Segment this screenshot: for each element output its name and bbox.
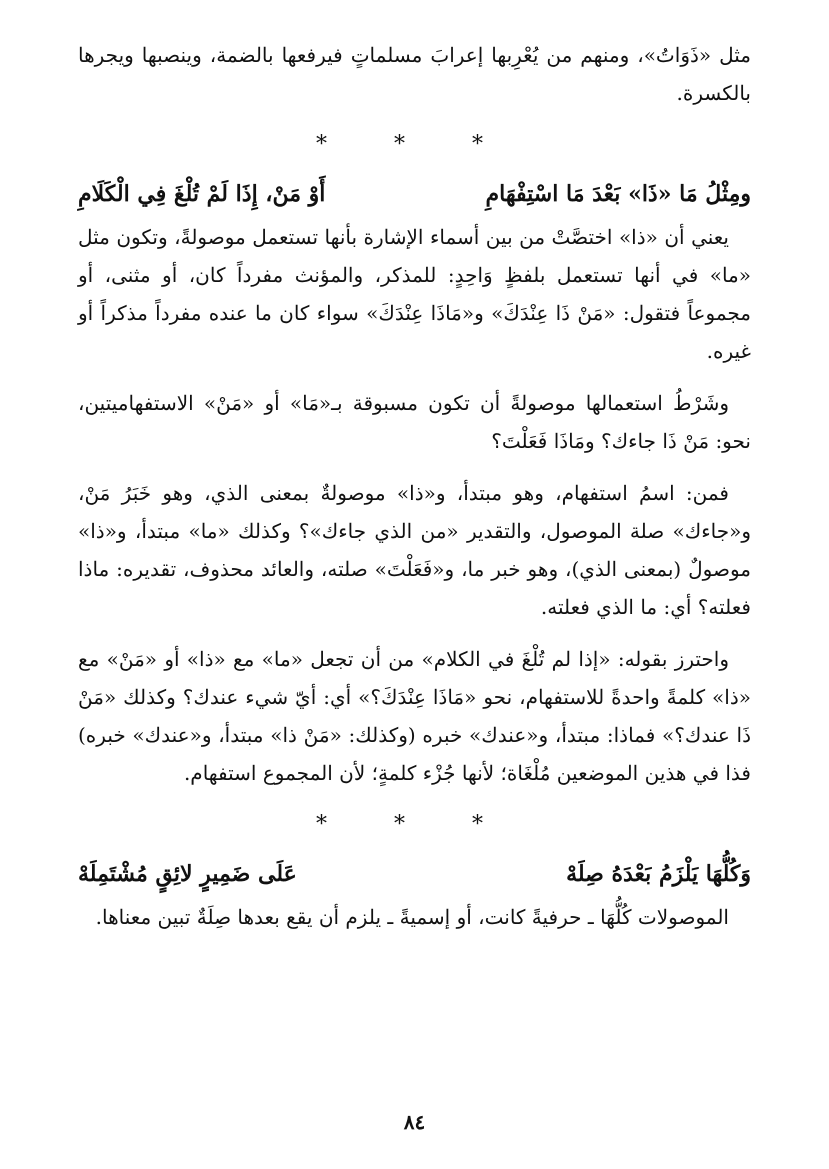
section-separator: * * * bbox=[316, 132, 513, 157]
paragraph-explanation: يعني أن «ذا» اختصَّتْ من بين أسماء الإشارة بأنها تستعمل موصولةً، وتكون مثل «ما» في أنها تستعمل بلفظٍ وَاحِدٍ: للمذكر، والمؤنث مفرداً كان، أو مثنى، أو مجموعاً فتقول: «مَنْ ذَا عِنْدَكَ» و«مَاذَا عِنْدَكَ» سواء كان ما عنده مفرداً مذكراً أو غيره. bbox=[78, 225, 751, 363]
paragraph-relatives: الموصولات كُلُّهَا ـ حرفيةً كانت، أو إسميةً ـ يلزم أن يقع بعدها صِلَةٌ تبين معناها. bbox=[95, 905, 729, 929]
page-number: ٨٤ bbox=[403, 1110, 426, 1134]
paragraph-dhawat: مثل «ذَوَاتُ»، ومنهم من يُعْرِبها إعرابَ مسلماتٍ فيرفعها بالضمة، وينصبها ويجرها بالكسرة. bbox=[78, 43, 751, 105]
verse-left-hemistich: أَوْ مَنْ، إِذَا لَمْ تُلْغَ فِي الْكَلَامِ bbox=[78, 181, 326, 207]
paragraph-exception: واحترز بقوله: «إذا لم تُلْغَ في الكلام» من أن تجعل «ما» مع «ذا» أو «مَنْ» مع «ذا» كلمةً واحدةً للاستفهام، نحو «مَاذَا عِنْدَكَ؟» أي: أيّ شيء عندك؟ وكذلك «مَنْ ذَا عندك؟» فماذا: مبتدأ، و«عندك» خبره (وكذلك: «مَنْ ذا» مبتدأ، و«عندك» خبره) فذا في هذين الموضعين مُلْغَاة؛ لأنها جُزْء كلمةٍ؛ لأن المجموع استفهام. bbox=[78, 647, 751, 785]
paragraph-analysis: فمن: اسمُ استفهام، وهو مبتدأ، و«ذا» موصولةٌ بمعنى الذي، وهو خَبَرُ مَنْ، و«جاءك» صلة الموصول، والتقدير «من الذي جاءك»؟ وكذلك «ما» مبتدأ، و«ذا» موصولٌ (بمعنى الذي)، وهو خبر ما، و«فَعَلْتَ» صلته، والعائد محذوف، تقديره: ماذا فعلته؟ أي: ما الذي فعلته. bbox=[78, 481, 751, 619]
verse-right-hemistich: وَكُلُّهَا يَلْزَمُ بَعْدَهُ صِلَهْ bbox=[566, 861, 751, 887]
verse-left-hemistich: عَلَى ضَمِيرٍ لائِقٍ مُشْتَمِلَهْ bbox=[78, 861, 297, 887]
verse-right-hemistich: ومِثْلُ مَا «ذَا» بَعْدَ مَا اسْتِفْهَامِ bbox=[485, 181, 751, 207]
paragraph-condition: وشَرْطُ استعمالها موصولةً أن تكون مسبوقة بـ«مَا» أو «مَنْ» الاستفهاميتين، نحو: مَنْ ذَا جاءك؟ ومَاذَا فَعَلْتَ؟ bbox=[78, 391, 751, 453]
verse-line bbox=[78, 174, 751, 214]
verse-line bbox=[78, 854, 751, 894]
section-separator: * * * bbox=[316, 812, 513, 837]
